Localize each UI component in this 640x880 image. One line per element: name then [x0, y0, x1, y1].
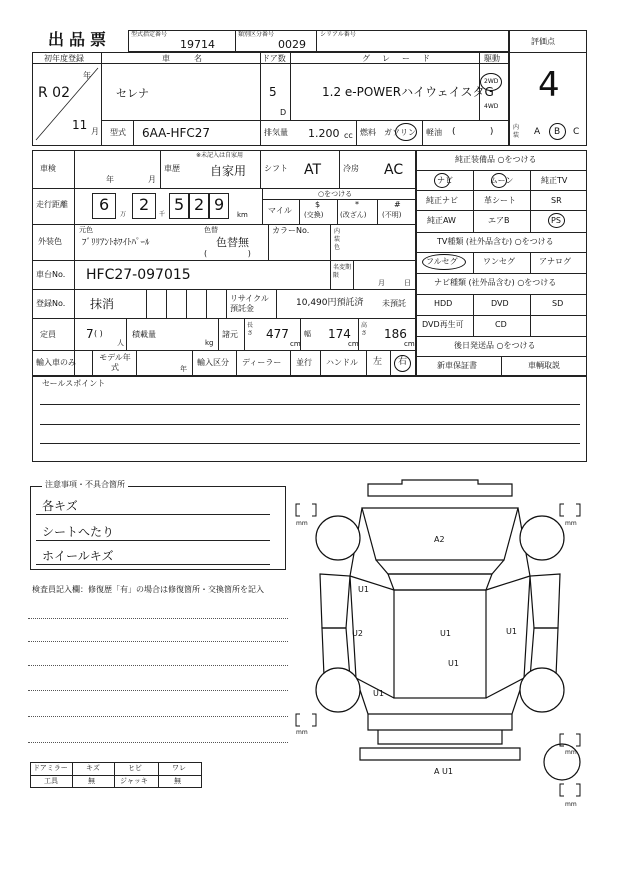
mileage-digit-1: 6 — [99, 195, 110, 214]
category-number-value: 0029 — [278, 38, 306, 51]
meter-tamper-symbol: * — [355, 200, 359, 209]
mm-unit-rear-right: mm — [565, 749, 577, 756]
score-label: 評価点 — [531, 37, 555, 46]
type-number-label: 型式指定番号 — [131, 31, 168, 38]
damage-mark-u2: U2 — [352, 629, 363, 638]
tools-cell-jack: ジャッキ — [120, 777, 148, 785]
shift-value: AT — [304, 162, 322, 178]
inspection-month-unit: 月 — [148, 175, 156, 184]
usage-label: 車歴 — [164, 164, 180, 173]
sales-point-label: セールスポイント — [42, 379, 106, 388]
mileage-digit-2: 2 — [139, 195, 150, 214]
later-shipment-label: 後日発送品 ○をつける — [454, 341, 536, 350]
first-registration-label: 初年度登録 — [44, 54, 84, 63]
mm-unit-spare: mm — [565, 801, 577, 808]
tv-fullseg: フルセグ — [426, 257, 458, 266]
registration-slash — [32, 64, 102, 144]
handle-right: 右 — [398, 357, 408, 367]
navi-dvd: DVD — [491, 299, 509, 308]
displacement-label: 排気量 — [264, 128, 288, 137]
damage-mark-u1-right: U1 — [506, 627, 517, 636]
grade-label: グレード — [362, 54, 442, 63]
mileage-label: 走行距離 — [36, 200, 68, 209]
fuel-value: ガソリン — [384, 128, 416, 137]
tools-header-break: ワレ — [172, 764, 186, 772]
mileage-digit-4: 2 — [194, 195, 205, 214]
model-label: 型式 — [110, 128, 126, 137]
damage-mark-u1-rear: U1 — [448, 659, 459, 668]
meter-unknown-symbol: # — [394, 200, 401, 209]
equip-genuine-navi: 純正ナビ — [426, 196, 458, 205]
height-label: 高さ — [361, 322, 368, 337]
width-unit: cm — [348, 340, 359, 348]
equip-leather-seat: 革シート — [484, 196, 516, 205]
damage-mark-rear-bumper: A U1 — [434, 767, 453, 776]
width-value: 174 — [328, 327, 351, 341]
import-class-label: 輸入区分 — [197, 358, 229, 367]
dims-label: 諸元 — [222, 330, 238, 339]
meter-unknown: (不明) — [382, 211, 402, 219]
title: 出品票 — [48, 30, 112, 49]
cooler-label: 冷房 — [343, 164, 359, 173]
tools-cell-jack-value: 無 — [174, 777, 181, 785]
drive-2wd: 2WD — [484, 78, 499, 85]
handle-label: ハンドル — [326, 358, 358, 367]
later-owner-manual: 車輌取説 — [528, 361, 560, 370]
shift-label: シフト — [264, 164, 288, 173]
handle-right-circle — [394, 355, 411, 372]
meter-exchange: (交換) — [304, 211, 324, 219]
interior-color-label: 内装色 — [334, 228, 341, 251]
mileage-km-unit: km — [237, 211, 248, 219]
inspection-label: 車検 — [40, 164, 56, 173]
note-item-1: 各キズ — [42, 499, 78, 513]
meter-mile: マイル — [268, 206, 292, 215]
vehicle-name-label: 車名 — [162, 54, 226, 63]
model-value: 6AA-HFC27 — [142, 126, 211, 140]
vehicle-name: セレナ — [116, 87, 149, 100]
damage-mark-u1-roof: U1 — [440, 629, 451, 638]
tv-oneseg: ワンセグ — [483, 257, 515, 266]
tv-analog: アナログ — [539, 257, 571, 266]
capacity-unit: 人 — [117, 339, 124, 347]
color-no-label: カラーNo. — [272, 226, 310, 235]
interior-label: 内装 — [513, 124, 520, 139]
import-parallel: 並行 — [296, 358, 312, 367]
repaint-value: 色替無 — [216, 236, 249, 249]
notes-title: 注意事項・不具合箇所 — [42, 481, 128, 489]
chassis-value: HFC27-097015 — [86, 267, 191, 283]
tv-fullseg-circle — [422, 254, 466, 270]
tv-type-label: TV種類 (社外品含む) ○をつける — [437, 237, 554, 246]
damage-mark-u1-rear-left: U1 — [373, 689, 384, 698]
doors-suffix: D — [280, 108, 287, 117]
mm-unit-front-left: mm — [296, 520, 308, 527]
fuel-label: 燃料 — [360, 128, 376, 137]
car-diagram — [290, 478, 590, 798]
load-unit: kg — [205, 339, 214, 347]
equip-ps-circle — [548, 213, 565, 228]
doors-label: ドア数 — [262, 54, 286, 63]
inspector-note: 検査員記入欄：修復歴「有」の場合は修復箇所・交換箇所を記入 — [32, 585, 264, 594]
equip-airbag: エアB — [488, 216, 510, 225]
navi-hdd: HDD — [434, 299, 453, 308]
import-dealer: ディーラー — [242, 358, 282, 367]
damage-mark-a2: A2 — [434, 535, 445, 544]
interior-grade-a: A — [534, 127, 541, 137]
navi-type-label: ナビ種類 (社外品含む) ○をつける — [434, 278, 557, 287]
registration-era: R 02 — [38, 85, 70, 101]
width-label: 幅 — [304, 330, 311, 338]
meter-mark-note: ○をつける — [318, 190, 353, 198]
registration-year-unit: 年 — [83, 71, 91, 80]
import-only-label: 輸入車のみ — [36, 358, 76, 367]
height-value: 186 — [384, 327, 407, 341]
tools-header-mirror: ドアミラー — [33, 764, 68, 772]
height-unit: cm — [404, 340, 415, 348]
length-unit: cm — [290, 340, 301, 348]
score-value: 4 — [538, 65, 560, 105]
equip-genuine-aw: 純正AW — [427, 216, 456, 225]
drive-4wd: 4WD — [484, 103, 499, 110]
capacity-label: 定員 — [40, 330, 56, 339]
fuel-circle — [395, 123, 417, 141]
tools-cell-tools-value: 無 — [88, 777, 95, 785]
doors-value: 5 — [269, 85, 277, 99]
exterior-color-label: 外装色 — [38, 237, 62, 246]
displacement-value: 1.200 — [308, 127, 340, 140]
repaint-paren: ( ) — [204, 249, 251, 258]
equip-moon-circle — [491, 173, 507, 188]
note-item-3: ホイールキズ — [42, 549, 114, 563]
tools-cell-tools: 工具 — [44, 777, 58, 785]
name-change-label: 名変期限 — [333, 264, 352, 279]
length-value: 477 — [266, 327, 289, 341]
mileage-man-unit: 万 — [120, 211, 127, 218]
damage-mark-u1-left: U1 — [358, 585, 369, 594]
navi-cd: CD — [495, 320, 507, 329]
equip-sunroof: SR — [551, 196, 562, 205]
drive-2wd-circle — [480, 73, 502, 91]
registration-month: 11 — [72, 118, 88, 132]
mileage-digit-5: 9 — [214, 195, 225, 214]
mileage-sen-unit: 千 — [159, 211, 166, 218]
mm-unit-front-right: mm — [565, 520, 577, 527]
recycle-value: 10,490円預託済 — [296, 298, 364, 308]
serial-number-label: シリアル番号 — [320, 31, 356, 38]
mm-unit-rear-left: mm — [296, 729, 308, 736]
usage-note: ※未記入は自家用 — [196, 152, 244, 159]
reg-no-value: 抹消 — [90, 297, 115, 311]
interior-grade-b: B — [554, 127, 561, 137]
mileage-digit-3: 5 — [174, 195, 185, 214]
original-color-label: 元色 — [79, 226, 93, 234]
equip-ps: PS — [551, 216, 561, 225]
registration-month-unit: 月 — [91, 127, 99, 136]
name-change-day: 日 — [404, 279, 411, 287]
inspection-year-unit: 年 — [106, 175, 114, 184]
drive-label: 駆動 — [484, 54, 500, 63]
handle-left: 左 — [373, 357, 383, 367]
interior-grade-b-circle — [549, 123, 566, 140]
cooler-value: AC — [384, 162, 404, 178]
name-change-month: 月 — [378, 279, 385, 287]
tools-header-scratch: キズ — [86, 764, 100, 772]
interior-grade-c: C — [573, 127, 580, 137]
sales-point-box — [32, 376, 587, 462]
genuine-equipment-label: 純正装備品 ○をつける — [455, 155, 537, 164]
load-label: 積載量 — [132, 330, 156, 339]
equip-navi: ナビ — [437, 176, 453, 185]
type-number-value: 19714 — [180, 38, 215, 51]
diesel-label: 軽油 — [426, 128, 442, 137]
displacement-unit: cc — [344, 131, 353, 140]
chassis-label: 車台No. — [36, 270, 66, 279]
equip-navi-circle — [434, 173, 450, 188]
category-number-label: 類別区分番号 — [238, 31, 275, 38]
meter-tamper: (改ざん) — [340, 211, 367, 219]
equip-genuine-tv: 純正TV — [541, 176, 568, 185]
model-year-label: モデル年式 — [99, 353, 131, 372]
equip-moon: ムーン — [490, 176, 514, 185]
navi-dvd-playback: DVD再生可 — [422, 320, 464, 329]
original-color-value: ﾌﾞﾘﾘｱﾝﾄﾎﾜｲﾄﾊﾟｰﾙ — [82, 238, 150, 248]
usage-value: 自家用 — [210, 164, 247, 178]
later-new-car-warranty: 新車保証書 — [437, 361, 477, 370]
navi-sd: SD — [552, 299, 564, 308]
diesel-paren: ( ) — [452, 127, 494, 137]
reg-no-label: 登録No. — [36, 299, 66, 308]
meter-exchange-symbol: $ — [315, 200, 321, 209]
grade-value: 1.2 e-POWERハイウェイスタG — [322, 85, 494, 99]
recycle-unpaid: 未預託 — [382, 299, 406, 308]
length-label: 長さ — [247, 322, 254, 337]
repaint-label: 色替 — [204, 226, 218, 234]
capacity-paren: ( ) — [94, 329, 103, 338]
note-item-2: シートへたり — [42, 525, 115, 539]
capacity-value: 7 — [86, 327, 94, 341]
recycle-label: リサイクル預託金 — [230, 294, 269, 313]
tools-header-crack: ヒビ — [128, 764, 142, 772]
model-year-unit: 年 — [180, 365, 187, 373]
